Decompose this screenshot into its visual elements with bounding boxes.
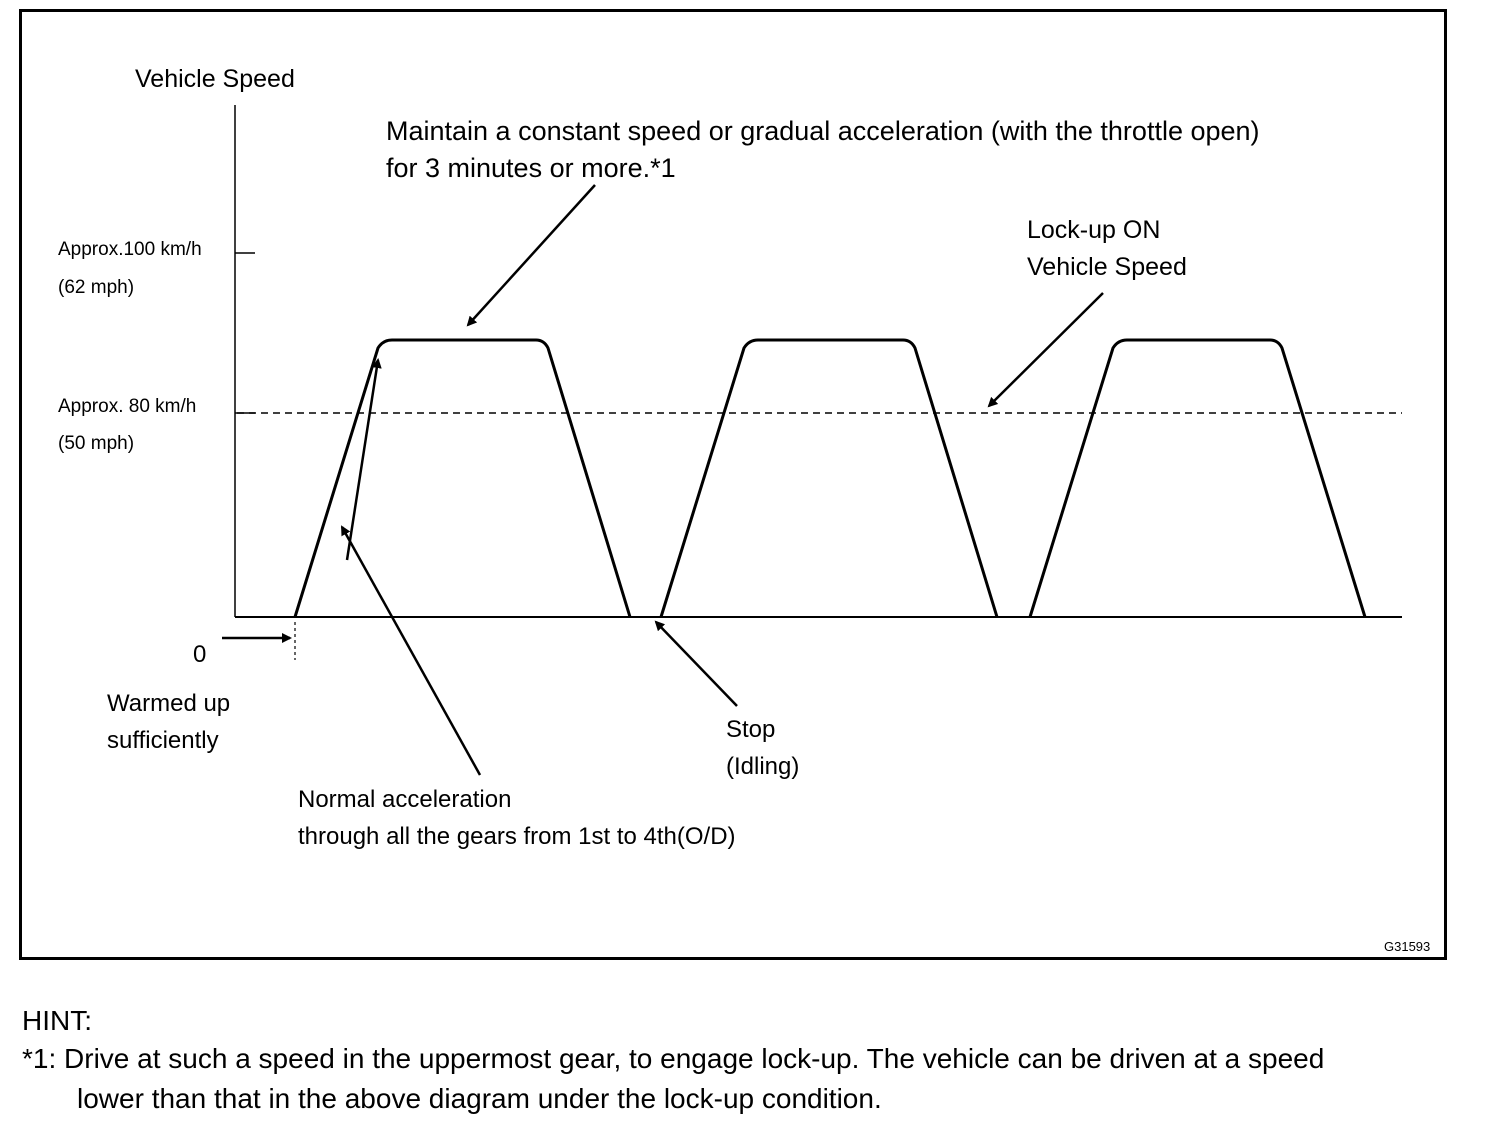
hint-title: HINT:	[22, 1005, 92, 1036]
figure-code: G31593	[1384, 939, 1431, 954]
speed-cycle-3	[1030, 340, 1365, 617]
hint-line-2: lower than that in the above diagram under the lock-up condition.	[77, 1083, 882, 1114]
normal-accel-annotation-line1: Normal acceleration	[298, 786, 512, 813]
normal-accel-annotation-line2: through all the gears from 1st to 4th(O/D)	[298, 823, 736, 850]
mph-50-label: (50 mph)	[58, 433, 135, 454]
arrow-accel-up	[347, 360, 378, 560]
speed-cycle-2	[661, 340, 997, 617]
arrow-stop	[656, 622, 737, 706]
zero-label: 0	[193, 641, 207, 668]
stop-annotation-line1: Stop	[726, 716, 776, 743]
mph-62-label: (62 mph)	[58, 277, 135, 298]
warmed-annotation-line2: sufficiently	[107, 727, 219, 754]
approx-100-label: Approx.100 km/h	[58, 239, 202, 260]
speed-cycle-1	[295, 340, 630, 617]
maintain-annotation-line1: Maintain a constant speed or gradual acceleration (with the throttle open)	[386, 116, 1260, 146]
lockup-annotation-line1: Lock-up ON	[1027, 216, 1161, 244]
arrow-maintain	[468, 185, 595, 325]
maintain-annotation-line2: for 3 minutes or more.*1	[386, 153, 676, 183]
arrow-normal-accel	[342, 527, 480, 775]
lockup-annotation-line2: Vehicle Speed	[1027, 253, 1187, 281]
approx-80-label: Approx. 80 km/h	[58, 396, 197, 417]
arrow-lockup	[989, 293, 1103, 406]
warmed-annotation-line1: Warmed up	[107, 690, 231, 717]
hint-line-1: *1: Drive at such a speed in the uppermost gear, to engage lock-up. The vehicle can be driven at a speed	[22, 1043, 1325, 1074]
stop-annotation-line2: (Idling)	[726, 753, 800, 780]
y-axis-label: Vehicle Speed	[135, 65, 295, 93]
